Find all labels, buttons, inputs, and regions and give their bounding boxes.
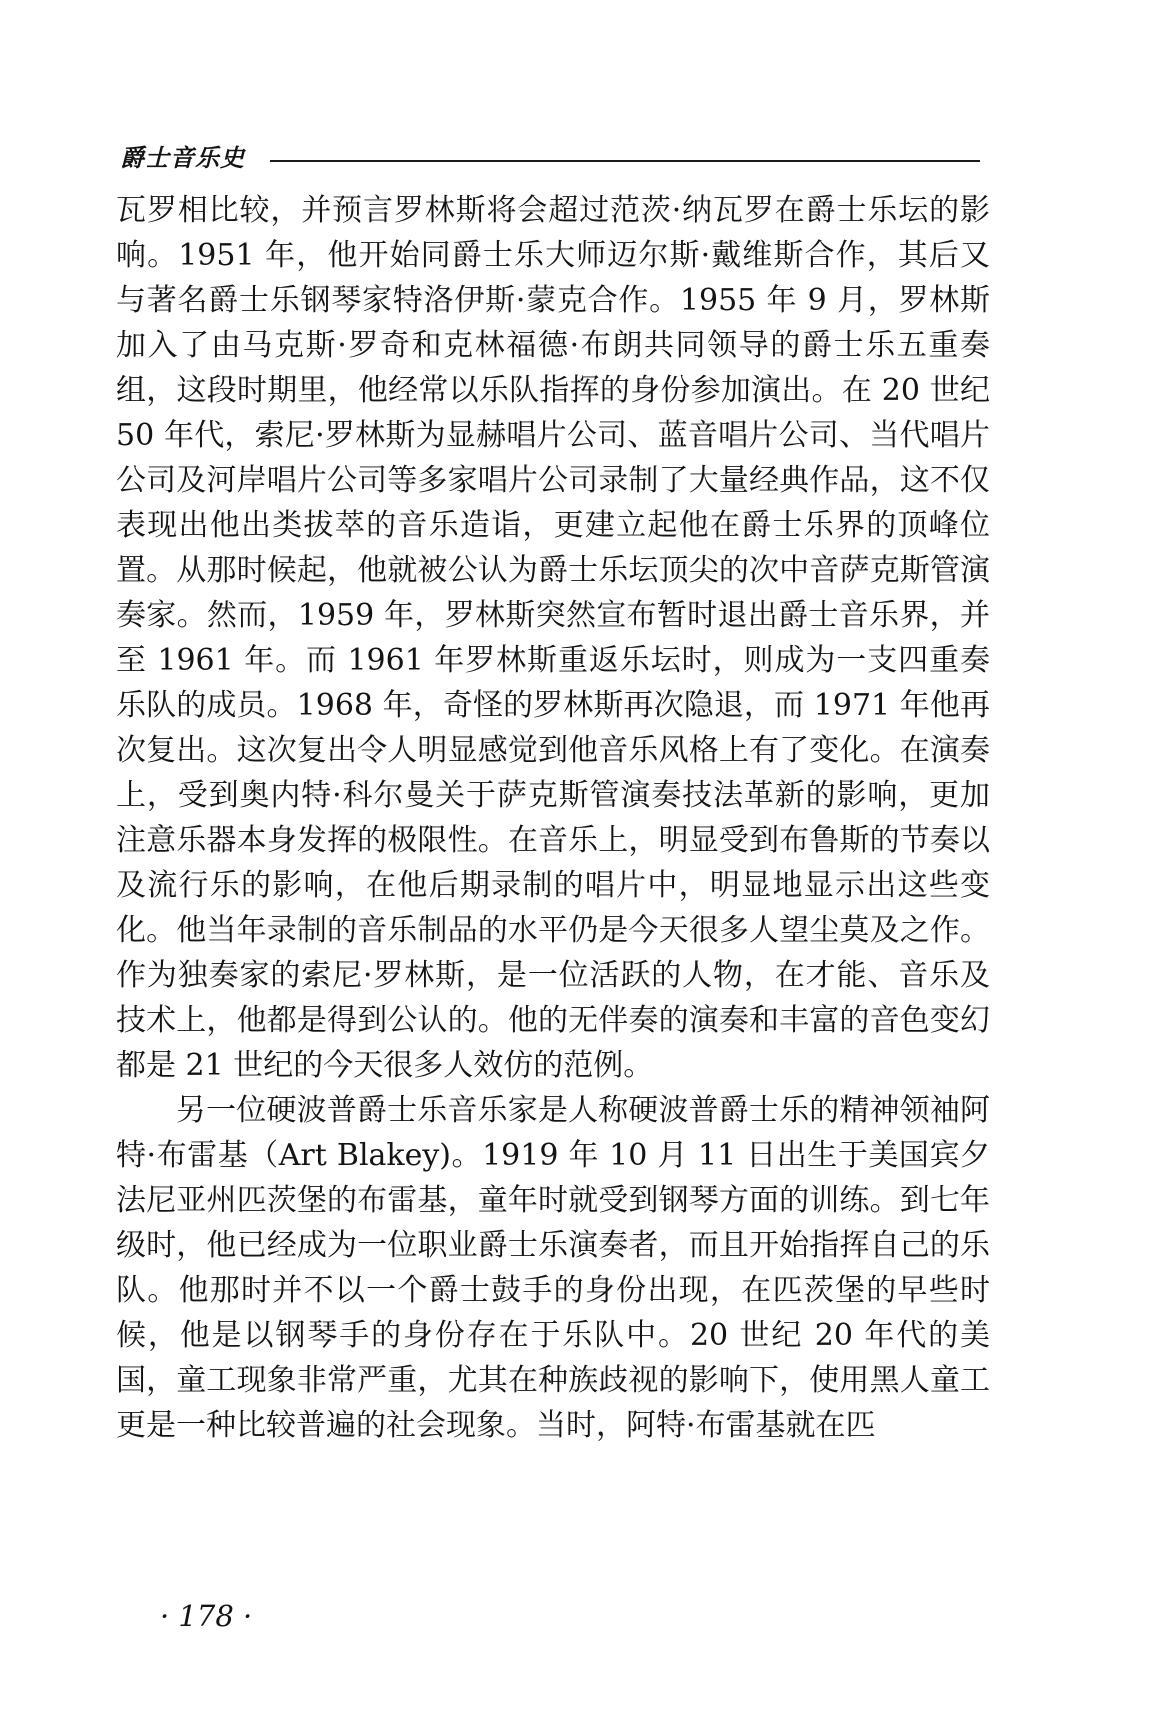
running-header — [120, 140, 980, 180]
page-number: · 178 · — [160, 1599, 253, 1633]
paragraph-art-blakey: 另一位硬波普爵士乐音乐家是人称硬波普爵士乐的精神领袖阿特·布雷基（Art Blakey)。1919 年 10 月 11 日出生于美国宾夕法尼亚州匹茨堡的布雷基，童年时就受到钢琴方面的训练。到七年级时，他已经成为一位职业爵士乐演奏者，而且开始指挥自己的乐队。他那时并不以一个爵士鼓手的身份出现，在匹茨堡的早些时候，他是以钢琴手的身份存在于乐队中。20 世纪 20 年代的美国，童工现象非常严重，尤其在种族歧视的影响下，使用黑人童工更是一种比较普遍的社会现象。当时，阿特·布雷基就在匹 — [116, 1093, 990, 1443]
running-header-title: 爵士音乐史 — [120, 143, 245, 172]
body-text — [116, 188, 990, 1448]
header-rule — [270, 160, 980, 162]
paragraph-continued: 瓦罗相比较，并预言罗林斯将会超过范茨·纳瓦罗在爵士乐坛的影响。1951 年，他开始同爵士乐大师迈尔斯·戴维斯合作，其后又与著名爵士乐钢琴家特洛伊斯·蒙克合作。1955 年 9 月，罗林斯加入了由马克斯·罗奇和克林福德·布朗共同领导的爵士乐五重奏组，这段时期里，他经常以乐队指挥的身份参加演出。在 20 世纪 50 年代，索尼·罗林斯为显赫唱片公司、蓝音唱片公司、当代唱片公司及河岸唱片公司等多家唱片公司录制了大量经典作品，这不仅表现出他出类拔萃的音乐造诣，更建立起他在爵士乐界的顶峰位置。从那时候起，他就被公认为爵士乐坛顶尖的次中音萨克斯管演奏家。然而，1959 年，罗林斯突然宣布暂时退出爵士音乐界，并至 1961 年。而 1961 年罗林斯重返乐坛时，则成为一支四重奏乐队的成员。1968 年，奇怪的罗林斯再次隐退，而 1971 年他再次复出。这次复出令人明显感觉到他音乐风格上有了变化。在演奏上，受到奥内特·科尔曼关于萨克斯管演奏技法革新的影响，更加注意乐器本身发挥的极限性。在音乐上，明显受到布鲁斯的节奏以及流行乐的影响，在他后期录制的唱片中，明显地显示出这些变化。他当年录制的音乐制品的水平仍是今天很多人望尘莫及之作。作为独奏家的索尼·罗林斯，是一位活跃的人物，在才能、音乐及技术上，他都是得到公认的。他的无伴奏的演奏和丰富的音色变幻都是 21 世纪的今天很多人效仿的范例。 — [116, 193, 990, 1083]
